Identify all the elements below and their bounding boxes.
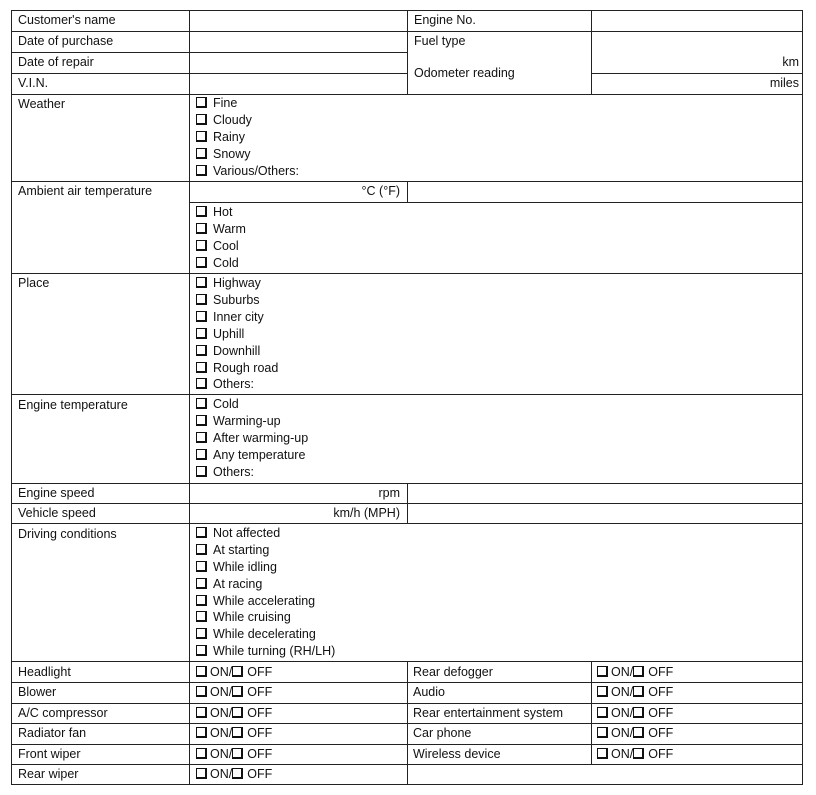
on-checkbox[interactable] bbox=[597, 748, 608, 759]
checkbox[interactable] bbox=[196, 148, 207, 159]
off-checkbox[interactable] bbox=[232, 707, 243, 718]
engine-temperature-option[interactable]: Cold bbox=[196, 397, 239, 412]
checkbox[interactable] bbox=[196, 362, 207, 373]
radiator-fan-switch[interactable]: ON/ OFF bbox=[196, 726, 272, 741]
miles-unit: miles bbox=[769, 76, 799, 90]
checkbox[interactable] bbox=[196, 466, 207, 477]
checkbox[interactable] bbox=[196, 114, 207, 125]
rear-defogger-switch[interactable]: ON/ OFF bbox=[597, 665, 673, 680]
checkbox[interactable] bbox=[196, 311, 207, 322]
checkbox[interactable] bbox=[196, 328, 207, 339]
headlight-switch[interactable]: ON/ OFF bbox=[196, 665, 272, 680]
date-of-purchase-label: Date of purchase bbox=[18, 34, 114, 48]
on-checkbox[interactable] bbox=[597, 727, 608, 738]
odometer-reading-label: Odometer reading bbox=[414, 66, 515, 80]
driving-condition-option[interactable]: While turning (RH/LH) bbox=[196, 644, 335, 659]
checkbox[interactable] bbox=[196, 432, 207, 443]
checkbox[interactable] bbox=[196, 206, 207, 217]
on-checkbox[interactable] bbox=[196, 686, 207, 697]
row-divider bbox=[12, 73, 407, 74]
off-checkbox[interactable] bbox=[633, 686, 644, 697]
diagnostic-worksheet bbox=[11, 10, 803, 785]
on-checkbox[interactable] bbox=[196, 768, 207, 779]
front-wiper-label: Front wiper bbox=[18, 747, 81, 761]
blower-switch[interactable]: ON/ OFF bbox=[196, 685, 272, 700]
checkbox[interactable] bbox=[196, 628, 207, 639]
checkbox[interactable] bbox=[196, 131, 207, 142]
place-option[interactable]: Others: bbox=[196, 377, 254, 392]
off-checkbox[interactable] bbox=[633, 748, 644, 759]
vehicle-speed-unit: km/h (MPH) bbox=[333, 506, 400, 520]
engine-temperature-label: Engine temperature bbox=[18, 398, 128, 412]
driving-condition-option[interactable]: While accelerating bbox=[196, 594, 315, 609]
engine-no-label: Engine No. bbox=[414, 13, 476, 27]
on-checkbox[interactable] bbox=[196, 707, 207, 718]
wireless-device-label: Wireless device bbox=[413, 747, 501, 761]
ac-compressor-switch[interactable]: ON/ OFF bbox=[196, 706, 272, 721]
audio-label: Audio bbox=[413, 685, 445, 699]
checkbox[interactable] bbox=[196, 277, 207, 288]
off-checkbox[interactable] bbox=[232, 748, 243, 759]
checkbox[interactable] bbox=[196, 449, 207, 460]
wireless-device-switch[interactable]: ON/ OFF bbox=[597, 747, 673, 762]
off-checkbox[interactable] bbox=[232, 727, 243, 738]
column-divider bbox=[189, 11, 190, 784]
checkbox[interactable] bbox=[196, 611, 207, 622]
customer-name-label: Customer's name bbox=[18, 13, 116, 27]
on-checkbox[interactable] bbox=[597, 686, 608, 697]
checkbox[interactable] bbox=[196, 595, 207, 606]
column-divider bbox=[407, 661, 408, 784]
on-checkbox[interactable] bbox=[196, 727, 207, 738]
off-checkbox[interactable] bbox=[633, 707, 644, 718]
off-checkbox[interactable] bbox=[232, 666, 243, 677]
row-divider bbox=[12, 273, 802, 274]
checkbox[interactable] bbox=[196, 223, 207, 234]
engine-speed-unit: rpm bbox=[378, 486, 400, 500]
weather-option[interactable]: Various/Others: bbox=[196, 164, 299, 179]
place-option[interactable]: Downhill bbox=[196, 344, 260, 359]
checkbox[interactable] bbox=[196, 294, 207, 305]
headlight-label: Headlight bbox=[18, 665, 71, 679]
place-label: Place bbox=[18, 276, 50, 290]
row-divider bbox=[12, 52, 407, 53]
driving-condition-option[interactable]: While idling bbox=[196, 560, 277, 575]
row-divider bbox=[12, 94, 802, 95]
ambient-option[interactable]: Hot bbox=[196, 205, 232, 220]
date-of-repair-label: Date of repair bbox=[18, 55, 94, 69]
front-wiper-switch[interactable]: ON/ OFF bbox=[196, 747, 272, 762]
place-option[interactable]: Highway bbox=[196, 276, 261, 291]
checkbox[interactable] bbox=[196, 345, 207, 356]
temperature-unit: °C (°F) bbox=[361, 184, 400, 198]
car-phone-switch[interactable]: ON/ OFF bbox=[597, 726, 673, 741]
place-option[interactable]: Inner city bbox=[196, 310, 264, 325]
off-checkbox[interactable] bbox=[633, 727, 644, 738]
engine-speed-label: Engine speed bbox=[18, 486, 95, 500]
km-unit: km bbox=[782, 55, 799, 69]
vin-label: V.I.N. bbox=[18, 76, 49, 90]
checkbox[interactable] bbox=[196, 645, 207, 656]
checkbox[interactable] bbox=[196, 165, 207, 176]
place-option[interactable]: Uphill bbox=[196, 327, 244, 342]
row-divider bbox=[12, 523, 802, 524]
engine-temperature-option[interactable]: Any temperature bbox=[196, 448, 305, 463]
driving-condition-option[interactable]: While cruising bbox=[196, 610, 291, 625]
ambient-air-temperature-label: Ambient air temperature bbox=[18, 184, 153, 198]
rear-wiper-switch[interactable]: ON/ OFF bbox=[196, 767, 272, 782]
checkbox[interactable] bbox=[196, 240, 207, 251]
driving-condition-option[interactable]: While decelerating bbox=[196, 627, 316, 642]
off-checkbox[interactable] bbox=[232, 768, 243, 779]
rear-defogger-label: Rear defogger bbox=[413, 665, 493, 679]
place-option[interactable]: Rough road bbox=[196, 361, 278, 376]
off-checkbox[interactable] bbox=[232, 686, 243, 697]
on-checkbox[interactable] bbox=[196, 748, 207, 759]
weather-option[interactable]: Rainy bbox=[196, 130, 245, 145]
rear-entertainment-system-switch[interactable]: ON/ OFF bbox=[597, 706, 673, 721]
ambient-option[interactable]: Warm bbox=[196, 222, 246, 237]
engine-temperature-option[interactable]: Others: bbox=[196, 465, 254, 480]
checkbox[interactable] bbox=[196, 561, 207, 572]
on-checkbox[interactable] bbox=[597, 707, 608, 718]
vehicle-speed-label: Vehicle speed bbox=[18, 506, 96, 520]
checkbox[interactable] bbox=[196, 578, 207, 589]
column-divider bbox=[407, 11, 408, 94]
checkbox[interactable] bbox=[196, 378, 207, 389]
row-divider bbox=[591, 73, 802, 74]
on-checkbox[interactable] bbox=[597, 666, 608, 677]
weather-label: Weather bbox=[18, 97, 66, 111]
ac-compressor-label: A/C compressor bbox=[18, 706, 108, 720]
ambient-option[interactable]: Cool bbox=[196, 239, 239, 254]
weather-option[interactable]: Snowy bbox=[196, 147, 251, 162]
audio-switch[interactable]: ON/ OFF bbox=[597, 685, 673, 700]
fuel-type-label: Fuel type bbox=[414, 34, 466, 48]
place-option[interactable]: Suburbs bbox=[196, 293, 260, 308]
rear-wiper-label: Rear wiper bbox=[18, 767, 79, 781]
weather-option[interactable]: Fine bbox=[196, 96, 237, 111]
weather-option[interactable]: Cloudy bbox=[196, 113, 252, 128]
driving-conditions-label: Driving conditions bbox=[18, 527, 117, 541]
rear-entertainment-system-label: Rear entertainment system bbox=[413, 706, 564, 720]
driving-condition-option[interactable]: Not affected bbox=[196, 526, 280, 541]
column-divider bbox=[407, 181, 408, 202]
driving-condition-option[interactable]: At starting bbox=[196, 543, 269, 558]
driving-condition-option[interactable]: At racing bbox=[196, 577, 262, 592]
row-divider bbox=[189, 202, 802, 203]
row-divider bbox=[12, 394, 802, 395]
checkbox[interactable] bbox=[196, 527, 207, 538]
checkbox[interactable] bbox=[196, 415, 207, 426]
column-divider bbox=[407, 483, 408, 523]
checkbox[interactable] bbox=[196, 398, 207, 409]
column-divider bbox=[591, 661, 592, 764]
blower-label: Blower bbox=[18, 685, 57, 699]
checkbox[interactable] bbox=[196, 544, 207, 555]
car-phone-label: Car phone bbox=[413, 726, 472, 740]
engine-temperature-option[interactable]: After warming-up bbox=[196, 431, 308, 446]
checkbox[interactable] bbox=[196, 257, 207, 268]
column-divider bbox=[591, 11, 592, 94]
on-checkbox[interactable] bbox=[196, 666, 207, 677]
off-checkbox[interactable] bbox=[633, 666, 644, 677]
radiator-fan-label: Radiator fan bbox=[18, 726, 87, 740]
ambient-option[interactable]: Cold bbox=[196, 256, 239, 271]
checkbox[interactable] bbox=[196, 97, 207, 108]
engine-temperature-option[interactable]: Warming-up bbox=[196, 414, 281, 429]
